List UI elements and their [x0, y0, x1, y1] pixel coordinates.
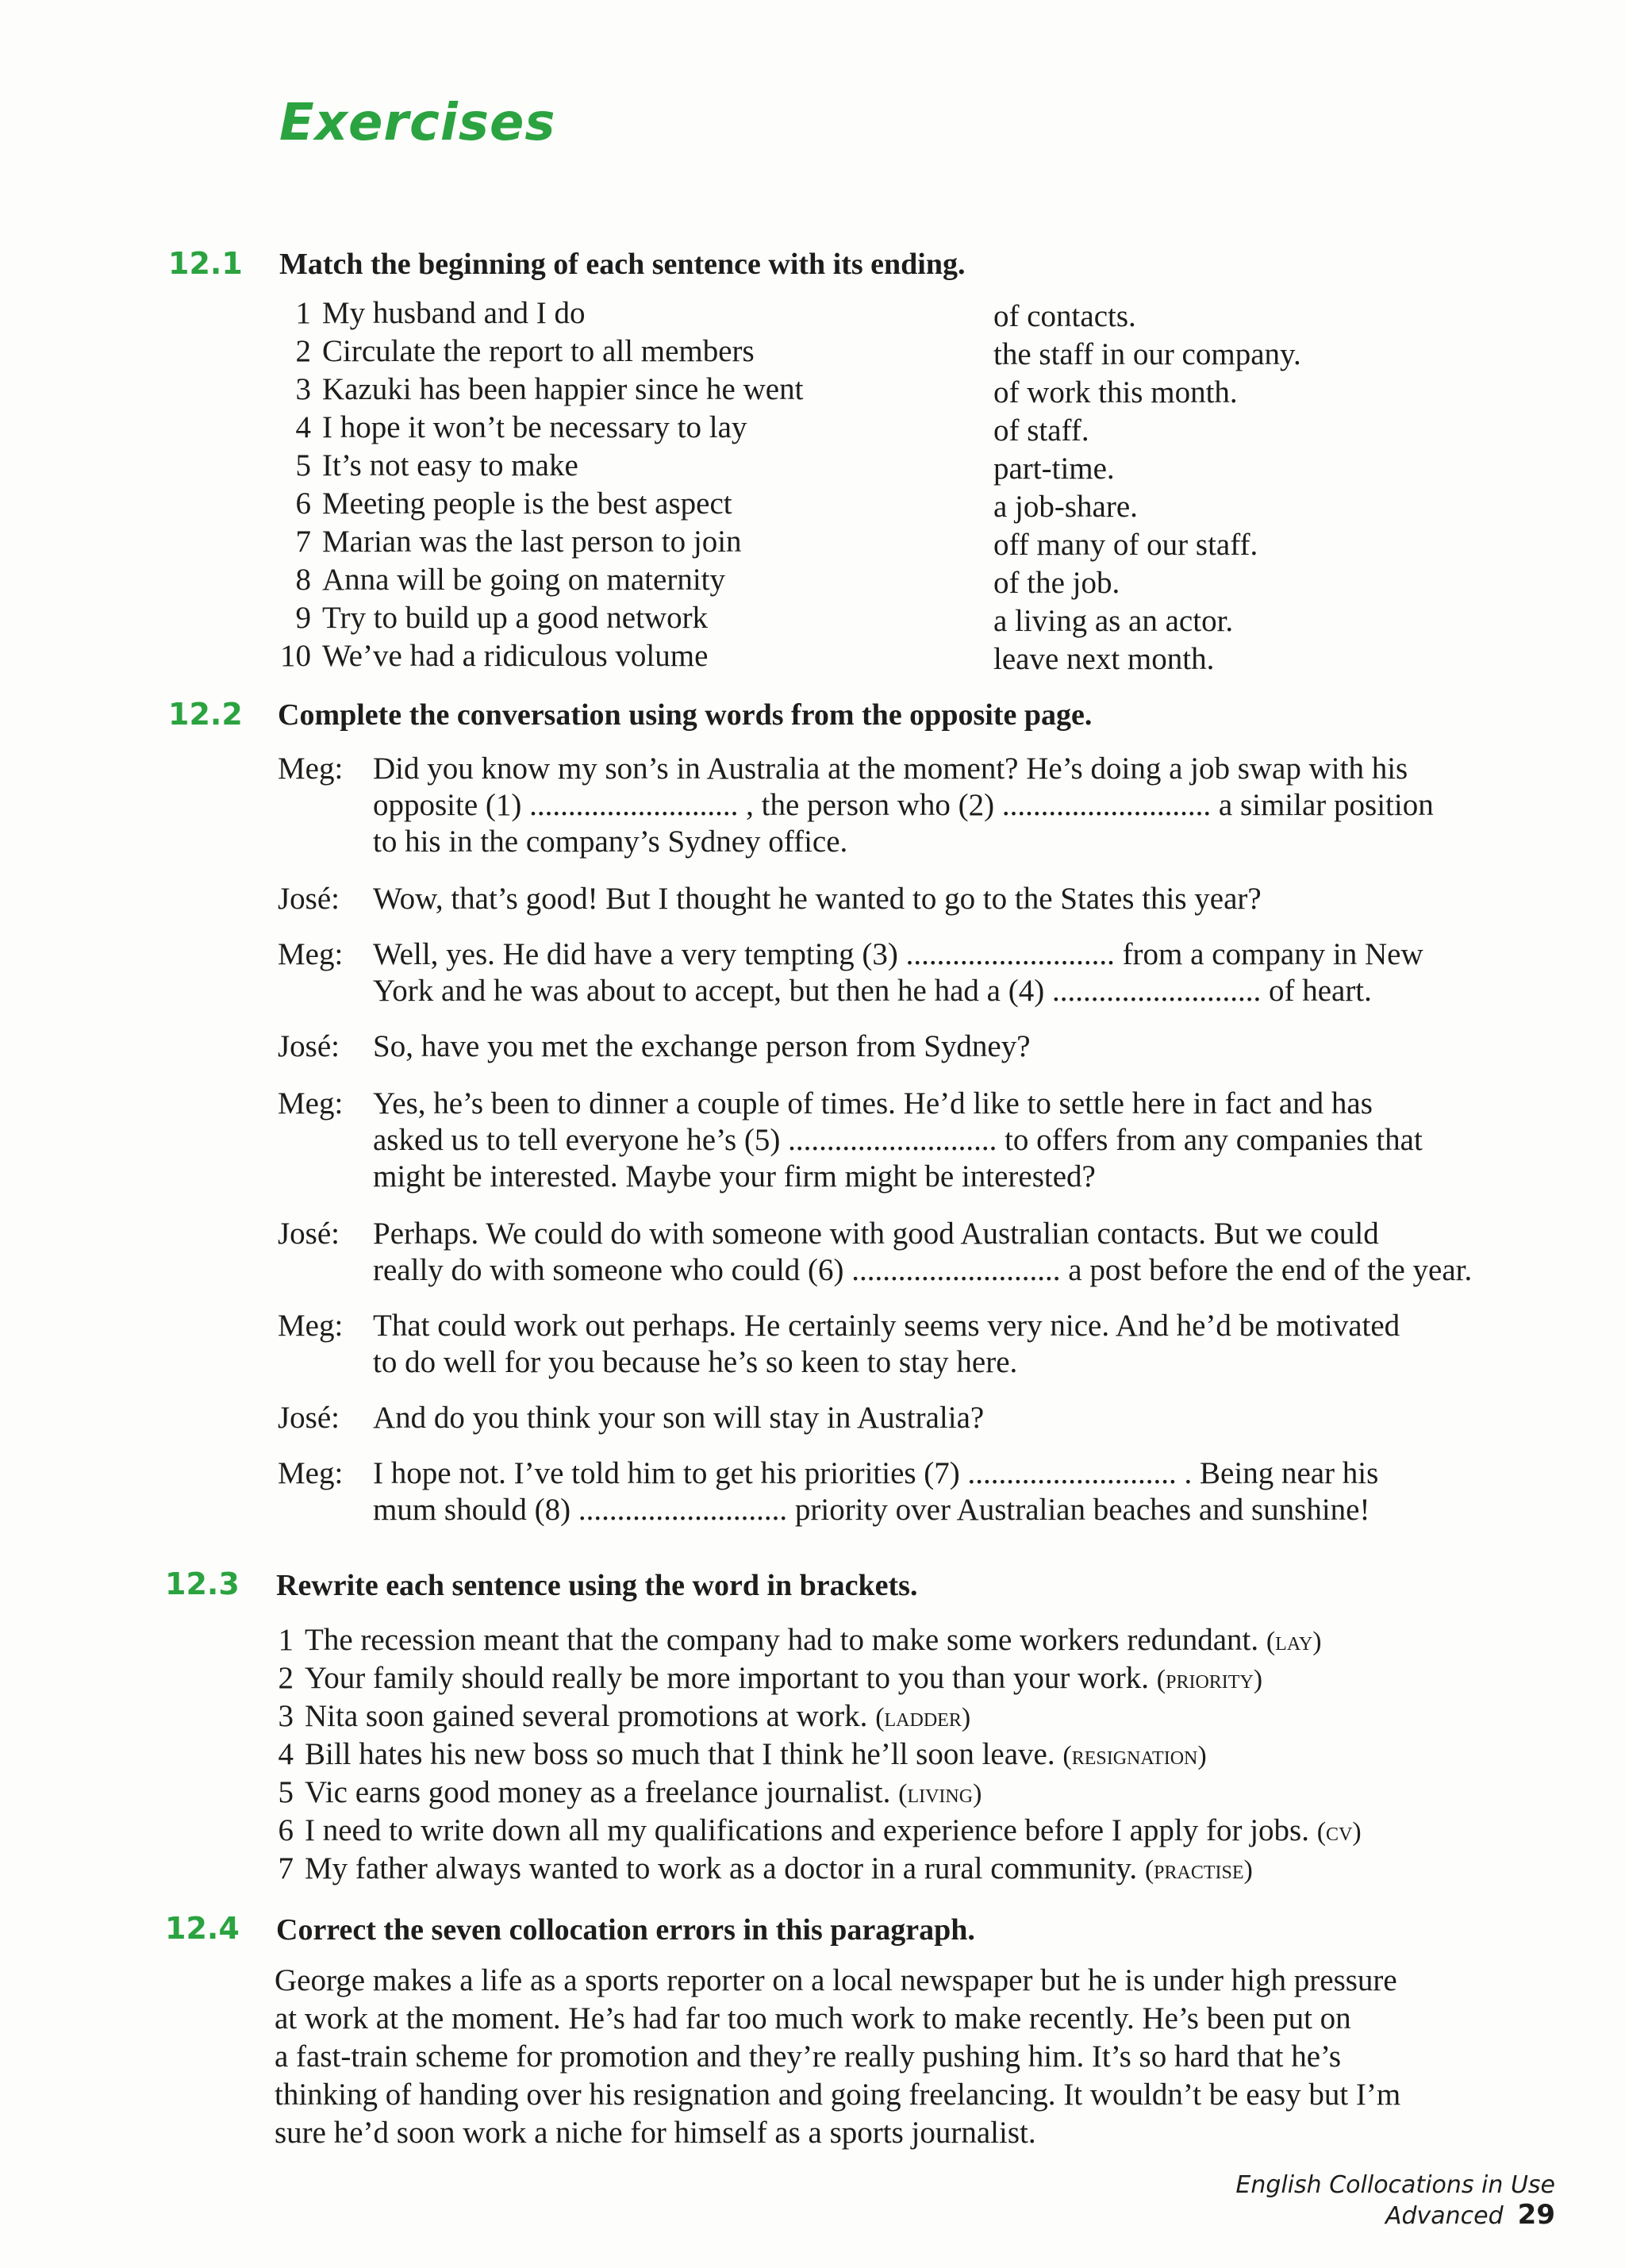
item-number: 10	[280, 639, 311, 673]
ending-item: a living as an actor.	[993, 604, 1234, 638]
speech-text	[373, 1308, 1547, 1381]
paragraph-line: George makes a life as a sports reporter on a local newspaper but he is under high pressure	[275, 1963, 1397, 1997]
speaker-label: Meg:	[278, 1456, 344, 1490]
item-number: 5	[278, 1775, 294, 1809]
item-text: My father always wanted to work as a doctor in a rural community.	[305, 1851, 1138, 1886]
speech-line: That could work out perhaps. He certainly seems very nice. And he’d be motivated	[373, 1309, 1400, 1343]
item-number: 2	[295, 334, 311, 368]
book-title: English Collocations in Use Advanced	[1235, 2171, 1555, 2230]
speech-line: to do well for you because he’s so keen to stay here.	[373, 1345, 1018, 1379]
list-item	[262, 1774, 982, 1812]
paragraph-line: thinking of handing over his resignation and going freelancing. It wouldn’t be easy but I’m	[275, 2078, 1401, 2112]
speech-line: really do with someone who could (6) ........................... a post before the end of the year.	[373, 1253, 1473, 1287]
exercise-instruction: Complete the conversation using words from the opposite page.	[278, 698, 1093, 732]
ending-item: the staff in our company.	[993, 337, 1301, 371]
item-text: We’ve had a ridiculous volume	[322, 639, 709, 673]
speech-line: asked us to tell everyone he’s (5) ........................... to offers from any companies that	[373, 1123, 1423, 1157]
item-number: 1	[278, 1623, 294, 1657]
item-number: 1	[295, 296, 311, 330]
speech-text	[373, 1216, 1547, 1289]
bracket-word: (lay)	[1266, 1627, 1322, 1656]
item-number: 9	[295, 601, 311, 635]
item-number: 7	[278, 1851, 294, 1886]
item-text: Bill hates his new boss so much that I think he’ll soon leave.	[305, 1737, 1055, 1771]
list-item	[279, 562, 725, 598]
bracket-word: (priority)	[1156, 1665, 1263, 1694]
item-text: I need to write down all my qualifications and experience before I apply for jobs.	[305, 1813, 1309, 1847]
list-item	[262, 1622, 1322, 1660]
speaker-label: Meg:	[278, 1086, 344, 1121]
speech-line: York and he was about to accept, but then he had a (4) ........................... of heart.	[373, 974, 1372, 1008]
error-paragraph	[275, 1962, 1552, 2152]
page-footer	[1095, 2171, 1555, 2231]
speaker-label: Meg:	[278, 1309, 344, 1343]
exercise-instruction: Match the beginning of each sentence with its ending.	[279, 248, 966, 281]
item-text: Try to build up a good network	[322, 601, 709, 635]
speaker-label: José:	[278, 1217, 340, 1251]
exercise-instruction: Correct the seven collocation errors in this paragraph.	[276, 1913, 975, 1947]
bracket-word: (ladder)	[875, 1703, 971, 1732]
list-item	[262, 1812, 1362, 1851]
speaker-label: José:	[278, 882, 340, 916]
item-text: Nita soon gained several promotions at work.	[305, 1699, 868, 1733]
paragraph-line: sure he’d soon work a niche for himself as a sports journalist.	[275, 2116, 1036, 2150]
ending-item: a job-share.	[993, 490, 1138, 524]
item-text: Your family should really be more important to you than your work.	[305, 1661, 1150, 1695]
speech-line: to his in the company’s Sydney office.	[373, 825, 848, 859]
speech-line: And do you think your son will stay in Australia?	[373, 1401, 985, 1435]
list-item	[279, 371, 803, 408]
exercise-number: 12.2	[168, 697, 243, 732]
exercise-number: 12.1	[168, 246, 243, 281]
item-number: 2	[278, 1661, 294, 1695]
item-text: Anna will be going on maternity	[322, 563, 725, 597]
paragraph-line: a fast-train scheme for promotion and they’re really pushing him. It’s so hard that he’s	[275, 2039, 1342, 2074]
ending-item: of the job.	[993, 566, 1120, 600]
speech-line: Wow, that’s good! But I thought he wanted to go to the States this year?	[373, 882, 1262, 916]
speech-line: might be interested. Maybe your firm might be interested?	[373, 1159, 1096, 1194]
speech-line: Yes, he’s been to dinner a couple of times. He’d like to settle here in fact and has	[373, 1086, 1373, 1121]
ending-item: part-time.	[993, 452, 1115, 486]
bracket-word: (cv)	[1316, 1817, 1362, 1847]
ending-item: off many of our staff.	[993, 528, 1258, 562]
list-item	[262, 1851, 1253, 1889]
page-number: 29	[1517, 2199, 1555, 2231]
speech-text	[373, 881, 1547, 917]
item-text: I hope it won’t be necessary to lay	[322, 410, 747, 444]
item-number: 7	[295, 525, 311, 559]
list-item	[279, 524, 742, 560]
item-text: Vic earns good money as a freelance journalist.	[305, 1775, 891, 1809]
item-text: My husband and I do	[322, 296, 586, 330]
speech-text	[373, 1400, 1547, 1436]
page-title: Exercises	[279, 94, 556, 152]
speech-text	[373, 936, 1547, 1009]
item-number: 8	[295, 563, 311, 597]
item-text: Meeting people is the best aspect	[322, 486, 732, 521]
ending-item: of contacts.	[993, 299, 1136, 333]
bracket-word: (resignation)	[1062, 1741, 1207, 1770]
speaker-label: Meg:	[278, 937, 344, 971]
item-number: 5	[295, 448, 311, 482]
speech-text	[373, 751, 1547, 860]
bracket-word: (living)	[898, 1779, 982, 1809]
list-item	[262, 1660, 1262, 1698]
paragraph-line: at work at the moment. He’s had far too much work to make recently. He’s been put on	[275, 2001, 1351, 2035]
ending-item: of work this month.	[993, 375, 1238, 409]
ending-item: leave next month.	[993, 642, 1215, 676]
item-text: Marian was the last person to join	[322, 525, 742, 559]
item-text: It’s not easy to make	[322, 448, 578, 482]
item-text: Circulate the report to all members	[322, 334, 755, 368]
speech-line: So, have you met the exchange person from Sydney?	[373, 1029, 1031, 1063]
speech-line: Did you know my son’s in Australia at the moment? He’s doing a job swap with his	[373, 752, 1408, 786]
item-text: Kazuki has been happier since he went	[322, 372, 804, 406]
list-item	[279, 333, 755, 370]
speaker-label: José:	[278, 1401, 340, 1435]
speech-line: I hope not. I’ve told him to get his priorities (7) ........................... . Being near his	[373, 1456, 1379, 1490]
exercise-number: 12.3	[165, 1566, 240, 1601]
speaker-label: José:	[278, 1029, 340, 1063]
list-item	[262, 1698, 970, 1736]
speech-line: opposite (1) ........................... , the person who (2) ........................... a similar position	[373, 788, 1434, 822]
item-number: 4	[295, 410, 311, 444]
item-number: 6	[278, 1813, 294, 1847]
list-item	[279, 448, 578, 484]
list-item	[279, 295, 585, 332]
list-item	[279, 409, 747, 446]
bracket-word: (practise)	[1144, 1855, 1253, 1885]
speech-line: Perhaps. We could do with someone with good Australian contacts. But we could	[373, 1217, 1379, 1251]
list-item	[279, 638, 708, 675]
ending-item: of staff.	[993, 413, 1089, 448]
list-item	[279, 600, 708, 636]
exercise-instruction: Rewrite each sentence using the word in brackets.	[276, 1569, 918, 1602]
item-number: 4	[278, 1737, 294, 1771]
speech-text	[373, 1455, 1547, 1528]
list-item	[279, 486, 732, 522]
item-number: 6	[295, 486, 311, 521]
speech-text	[373, 1028, 1547, 1065]
speech-line: Well, yes. He did have a very tempting (3) ........................... from a company in New	[373, 937, 1423, 971]
speaker-label: Meg:	[278, 752, 344, 786]
item-text: The recession meant that the company had to make some workers redundant.	[305, 1623, 1259, 1657]
speech-line: mum should (8) ........................... priority over Australian beaches and sunshine!	[373, 1493, 1370, 1527]
item-number: 3	[278, 1699, 294, 1733]
exercise-number: 12.4	[165, 1911, 240, 1946]
speech-text	[373, 1086, 1547, 1195]
list-item	[262, 1736, 1207, 1774]
item-number: 3	[295, 372, 311, 406]
